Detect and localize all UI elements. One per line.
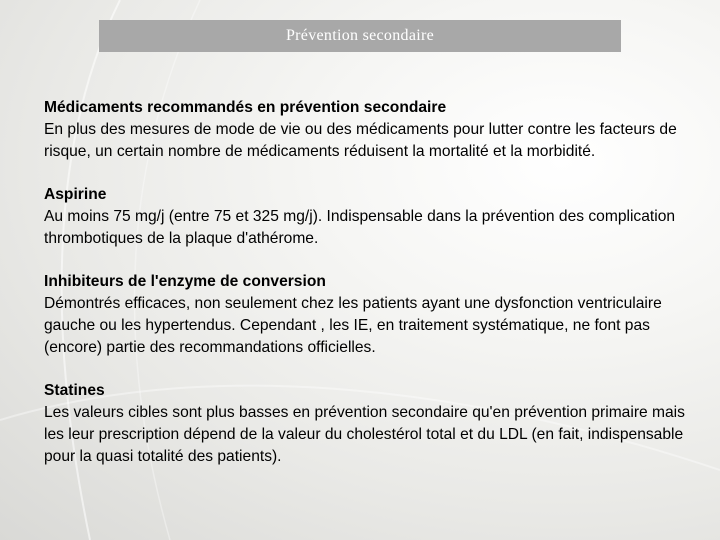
section-aspirine: [44, 184, 694, 249]
section-heading: Aspirine: [44, 186, 107, 204]
title-bar: [99, 20, 621, 52]
section-iec: [44, 271, 694, 358]
section-statines: [44, 380, 694, 467]
section-medicaments: [44, 97, 694, 162]
slide-content: [44, 97, 694, 489]
section-heading: Médicaments recommandés en prévention secondaire: [44, 99, 447, 116]
section-heading: Inhibiteurs de l'enzyme de conversion: [44, 273, 326, 291]
section-text: Démontrés efficaces, non seulement chez les patients ayant une dysfonction ventriculaire gauche ou les hypertendus. Cependant , les IE, en traitement systématique, ne font pas (encore) partie des recommandations officielles.: [44, 295, 662, 356]
slide-title: Prévention secondaire: [285, 27, 435, 44]
section-heading: Statines: [44, 382, 105, 400]
section-text: Au moins 75 mg/j (entre 75 et 325 mg/j). Indispensable dans la prévention des complication thrombotiques de la plaque d'athérome.: [44, 207, 676, 247]
section-text: Les valeurs cibles sont plus basses en prévention secondaire qu'en prévention primaire mais les leur prescription dépend de la valeur du cholestérol total et du LDL (en fait, indispensable pour la quasi totalité des patients).: [44, 404, 685, 465]
section-text: En plus des mesures de mode de vie ou des médicaments pour lutter contre les facteurs de risque, un certain nombre de médicaments réduisent la mortalité et la morbidité.: [44, 120, 677, 160]
